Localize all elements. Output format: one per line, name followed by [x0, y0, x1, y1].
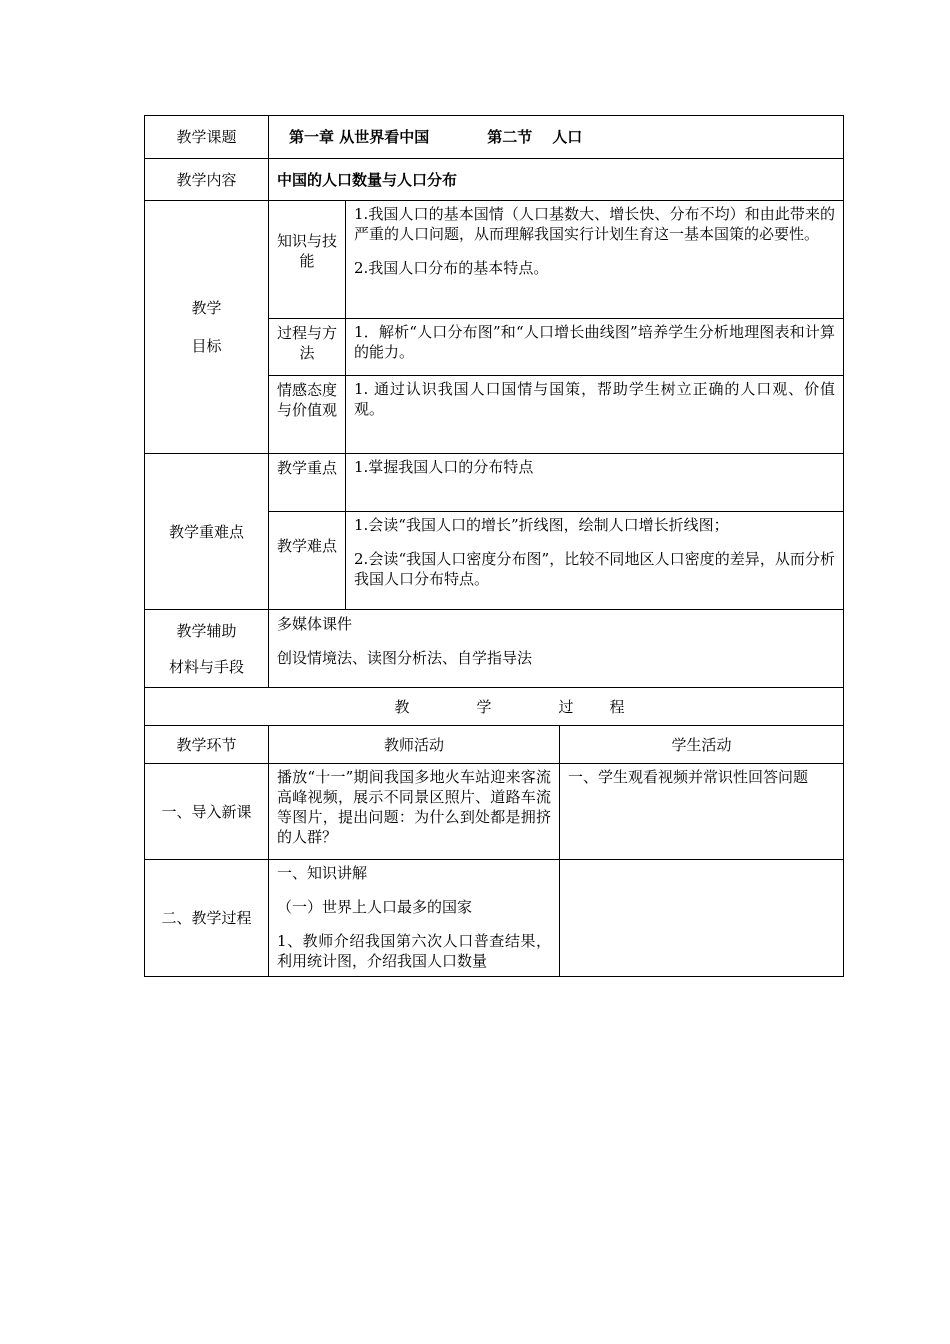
aids-label-line2: 材料与手段 — [168, 657, 244, 676]
key-point-label: 教学重点 — [269, 454, 346, 512]
process-header-char-4: 程 — [609, 697, 625, 716]
aids-item-2: 创设情境法、读图分析法、自学指导法 — [277, 649, 533, 667]
process-header — [145, 688, 844, 726]
col-head-stage: 教学环节 — [145, 726, 269, 764]
objective-process-item-1: 1．解析“人口分布图”和“人口增长曲线图”培养学生分析地理图表和计算的能力。 — [354, 323, 836, 361]
process-row-2-stage: 二、教学过程 — [145, 860, 269, 977]
process-row-1-student-item-1: 一、学生观看视频并常识性回答问题 — [568, 768, 809, 786]
process-header-char-2: 学 — [476, 697, 492, 716]
objectives-label-line1: 教学 — [191, 299, 222, 317]
process-row-2-student — [560, 860, 844, 977]
topic-chapter: 第一章 从世界看中国 — [289, 128, 430, 146]
objective-knowledge-item-1: 1.我国人口的基本国情（人口基数大、增长快、分布不均）和由此带来的严重的人口问题，从而理解我国实行计划生育这一基本国策的必要性。 — [354, 205, 836, 243]
content-label: 教学内容 — [145, 159, 269, 201]
keypoints-label: 教学重难点 — [145, 454, 269, 610]
objective-knowledge-label: 知识与技能 — [269, 201, 346, 319]
objective-attitude-label: 情感态度与价值观 — [269, 376, 346, 454]
process-header-char-1: 教 — [394, 697, 410, 716]
objective-knowledge-item-2: 2.我国人口分布的基本特点。 — [354, 259, 549, 277]
objectives-label-line2: 目标 — [191, 337, 222, 355]
process-row-1-stage: 一、导入新课 — [145, 764, 269, 860]
topic-section: 第二节 — [487, 128, 533, 146]
aids-text — [269, 610, 844, 688]
difficulty-text — [346, 512, 844, 610]
col-head-student: 学生活动 — [560, 726, 844, 764]
objective-process-text — [346, 319, 844, 376]
objective-process-label: 过程与方法 — [269, 319, 346, 376]
process-row-2-teacher-item-3: 1、教师介绍我国第六次人口普查结果，利用统计图，介绍我国人口数量 — [277, 932, 551, 970]
objective-knowledge-text — [346, 201, 844, 319]
process-row-1-student — [560, 764, 844, 860]
difficulty-item-2: 2.会读“我国人口密度分布图”，比较不同地区人口密度的差异，从而分析我国人口分布特点。 — [354, 550, 836, 588]
process-row-1-teacher-item-1: 播放“十一”期间我国多地火车站迎来客流高峰视频，展示不同景区照片、道路车流等图片，提出问题：为什么到处都是拥挤的人群？ — [277, 768, 551, 846]
lesson-plan-table — [144, 115, 844, 977]
process-row-2-teacher — [269, 860, 560, 977]
process-row-1-teacher — [269, 764, 560, 860]
aids-item-1: 多媒体课件 — [277, 615, 353, 633]
content-value: 中国的人口数量与人口分布 — [269, 159, 844, 201]
key-point-item-1: 1.掌握我国人口的分布特点 — [354, 458, 534, 476]
difficulty-label: 教学难点 — [269, 512, 346, 610]
aids-label-line1: 教学辅助 — [176, 621, 237, 640]
difficulty-item-1: 1.会读“我国人口的增长”折线图，绘制人口增长折线图； — [354, 516, 729, 534]
aids-label — [145, 610, 269, 688]
process-header-char-3: 过 — [558, 697, 574, 716]
key-point-text — [346, 454, 844, 512]
objectives-label — [145, 201, 269, 454]
objective-attitude-item-1: 1. 通过认识我国人口国情与国策，帮助学生树立正确的人口观、价值观。 — [354, 380, 836, 418]
topic-label: 教学课题 — [145, 116, 269, 159]
process-row-2-teacher-item-1: 一、知识讲解 — [277, 864, 368, 882]
topic-title — [269, 116, 844, 159]
objective-attitude-text — [346, 376, 844, 454]
process-row-2-teacher-item-2: （一）世界上人口最多的国家 — [277, 898, 473, 916]
topic-name: 人口 — [552, 128, 583, 146]
col-head-teacher: 教师活动 — [269, 726, 560, 764]
